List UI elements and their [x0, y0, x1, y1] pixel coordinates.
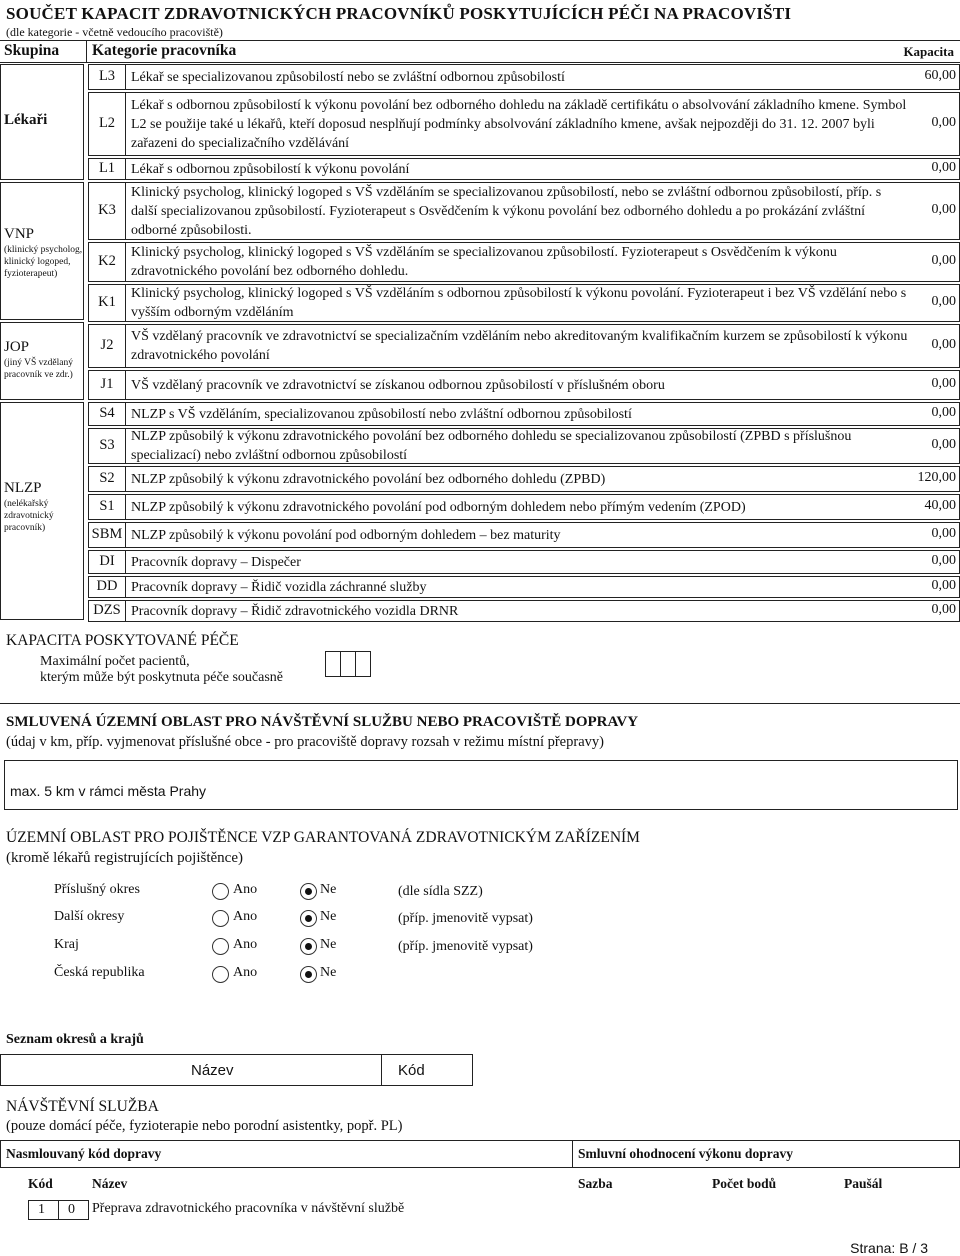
seznam-col-name: Název	[191, 1062, 234, 1079]
row-description: Lékař se specializovanou způsobilostí nebo se zvláštní odbornou způsobilostí	[131, 69, 565, 85]
row-description: Lékař s odbornou způsobilostí k výkonu povolání bez odborného dohledu na základě certifikátu o absolvování základního kmene. Symbol L2 se použije také u lékařů, kteří doposud nesplňují podmínky absolvování základního kmene, avšak nejpozději do 31. 12. 2007 byli zařazeni do specializačního vzdělávání	[131, 97, 907, 151]
radio-ano[interactable]	[212, 938, 229, 955]
row-code: J2	[100, 337, 114, 353]
row-description: NLZP způsobilý k výkonu povolání pod odborným dohledem – bez maturity	[131, 527, 561, 543]
smluvena-value-box[interactable]	[4, 760, 958, 810]
uzemni-row-label: Česká republika	[54, 965, 145, 980]
row-description: NLZP s VŠ vzděláním, specializovanou způsobilostí nebo zvláštní odbornou způsobilostí	[131, 406, 632, 422]
row-code: L1	[98, 160, 116, 176]
row-description: Pracovník dopravy – Dispečer	[131, 554, 301, 570]
radio-ne[interactable]	[300, 910, 317, 927]
navstevni-code2: 0	[68, 1202, 75, 1217]
header-top-rule	[0, 40, 960, 41]
radio-ne-label: Ne	[320, 937, 337, 952]
radio-ne[interactable]	[300, 938, 317, 955]
row-code: S1	[99, 498, 115, 514]
group-title-jop: JOP	[4, 339, 30, 355]
row-code: DD	[96, 578, 118, 594]
row-code: J1	[100, 376, 114, 392]
uzemni-row-label: Další okresy	[54, 909, 125, 924]
group-sub-jop: (jiný VŠ vzdělaný pracovník ve zdr.)	[4, 358, 73, 380]
group-sub-vnp: (klinický psycholog, klinický logoped, fyzioterapeut)	[4, 245, 83, 279]
kapacita-digit-2[interactable]	[340, 651, 356, 677]
row-description: NLZP způsobilý k výkonu zdravotnického povolání pod odborným dohledem nebo přímým vedením (ZPOD)	[131, 499, 746, 515]
column-header-group: Skupina	[4, 42, 60, 59]
radio-ne-label: Ne	[320, 882, 337, 897]
row-capacity: 0,00	[931, 253, 956, 268]
seznam-title: Seznam okresů a krajů	[6, 1032, 144, 1047]
uzemni-note: (kromě lékařů registrujících pojištěnce)	[6, 850, 243, 866]
radio-ne[interactable]	[300, 966, 317, 983]
row-code: DZS	[93, 602, 121, 618]
row-capacity: 0,00	[931, 376, 956, 391]
row-capacity: 0,00	[931, 526, 956, 541]
row-description: Pracovník dopravy – Řidič vozidla záchranné služby	[131, 579, 427, 595]
group-sub-nlzp: (nelékařský zdravotnický pracovník)	[4, 499, 54, 533]
radio-ano[interactable]	[212, 883, 229, 900]
radio-ano-label: Ano	[233, 965, 258, 980]
header-bottom-rule	[0, 62, 960, 63]
row-capacity: 0,00	[931, 578, 956, 593]
navstevni-code1: 1	[38, 1202, 45, 1217]
navstevni-note: (pouze domácí péče, fyzioterapie nebo porodní asistentky, popř. PL)	[6, 1118, 403, 1134]
uzemni-row-label: Příslušný okres	[54, 882, 140, 897]
row-code: SBM	[91, 526, 123, 542]
row-code: K2	[98, 253, 116, 269]
row-capacity: 0,00	[931, 405, 956, 420]
page-number: Strana: B / 3	[850, 1240, 928, 1256]
row-capacity: 120,00	[917, 470, 956, 485]
page-subtitle: (dle kategorie - včetně vedoucího pracoviště)	[6, 25, 223, 39]
smluvena-value: max. 5 km v rámci města Prahy	[10, 783, 207, 799]
column-header-category: Kategorie pracovníka	[92, 42, 237, 59]
row-code: L2	[98, 115, 116, 131]
kapacita-line1: Maximální počet pacientů,	[40, 654, 190, 669]
kapacita-line2: kterým může být poskytnuta péče současně	[40, 670, 283, 685]
kapacita-digit-1[interactable]	[325, 651, 341, 677]
row-code: S3	[99, 437, 115, 453]
radio-ne-label: Ne	[320, 909, 337, 924]
navstevni-th-points: Počet bodů	[712, 1176, 777, 1191]
row-code: K3	[98, 202, 116, 218]
navstevni-th-rate: Sazba	[578, 1176, 613, 1191]
navstevni-code-box2	[58, 1200, 89, 1220]
navstevni-th-lump: Paušál	[844, 1176, 883, 1191]
navstevni-th-name: Název	[92, 1176, 128, 1191]
row-description: Lékař s odbornou způsobilostí k výkonu povolání	[131, 161, 410, 177]
navstevni-th-code: Kód	[28, 1176, 53, 1191]
smluvena-note: (údaj v km, příp. vyjmenovat příslušné obce - pro pracoviště dopravy rozsah v režimu místní přepravy)	[6, 734, 604, 750]
row-capacity: 0,00	[931, 602, 956, 617]
uzemni-row-note: (příp. jmenovitě vypsat)	[398, 939, 533, 954]
radio-ano-label: Ano	[233, 882, 258, 897]
row-capacity: 0,00	[931, 160, 956, 175]
kapacita-digit-3[interactable]	[355, 651, 371, 677]
row-description: Pracovník dopravy – Řidič zdravotnického vozidla DRNR	[131, 603, 459, 619]
row-description: Klinický psycholog, klinický logoped s VŠ vzděláním se specializovanou způsobilostí. Fyzioterapeut s Osvědčením k výkonu zdravotnického povolání bez odborného dohledu.	[131, 245, 837, 279]
row-description: NLZP způsobilý k výkonu zdravotnického povolání bez odborného dohledu (ZPBD)	[131, 471, 606, 487]
row-description: NLZP způsobilý k výkonu zdravotnického povolání bez odborného dohledu se specializovanou způsobilostí (ZPBD s příslušnou specializací) nebo zvláštní odbornou způsobilostí	[131, 429, 852, 463]
row-capacity: 60,00	[924, 68, 956, 83]
row-code: K1	[98, 294, 116, 310]
group-title-lekari: Lékaři	[4, 112, 48, 128]
row-description: Klinický psycholog, klinický logoped s VŠ vzděláním se specializovanou způsobilostí, nebo se zvláštní odbornou způsobilostí, příp. s další specializovanou způsobilostí. Fyzioterapeut s Osvědčením k výkonu povolání bez odborného dohledu a po prokázání zvláštní odborné způsobilosti.	[131, 184, 882, 238]
row-capacity: 0,00	[931, 294, 956, 309]
row-capacity: 0,00	[931, 437, 956, 452]
seznam-code-box	[381, 1054, 473, 1086]
row-capacity: 0,00	[931, 202, 956, 217]
navstevni-code-box1	[28, 1200, 59, 1220]
seznam-col-code: Kód	[398, 1062, 425, 1079]
navstevni-header-divider	[572, 1140, 573, 1168]
radio-ne-label: Ne	[320, 965, 337, 980]
radio-ano[interactable]	[212, 966, 229, 983]
group-title-vnp: VNP	[4, 226, 35, 242]
row-capacity: 0,00	[931, 115, 956, 130]
row-capacity: 0,00	[931, 553, 956, 568]
row-code: S2	[99, 470, 115, 486]
uzemni-row-note: (dle sídla SZZ)	[398, 884, 483, 899]
navstevni-title: NÁVŠTĚVNÍ SLUŽBA	[6, 1098, 159, 1115]
seznam-name-box	[0, 1054, 382, 1086]
row-code: DI	[99, 553, 115, 569]
radio-ano[interactable]	[212, 910, 229, 927]
column-header-capacity: Kapacita	[903, 44, 954, 59]
group-title-nlzp: NLZP	[4, 480, 42, 496]
kapacita-title: KAPACITA POSKYTOVANÉ PÉČE	[6, 632, 239, 649]
radio-ano-label: Ano	[233, 937, 258, 952]
navstevni-col-left: Nasmlouvaný kód dopravy	[6, 1146, 162, 1161]
uzemni-title: ÚZEMNÍ OBLAST PRO POJIŠTĚNCE VZP GARANTOVANÁ ZDRAVOTNICKÝM ZAŘÍZENÍM	[6, 829, 640, 846]
row-description: VŠ vzdělaný pracovník ve zdravotnictví se získanou odbornou způsobilostí v příslušném oboru	[131, 377, 665, 393]
row-capacity: 0,00	[931, 337, 956, 352]
navstevni-col-right: Smluvní ohodnocení výkonu dopravy	[578, 1146, 793, 1161]
uzemni-row-note: (příp. jmenovitě vypsat)	[398, 911, 533, 926]
page-title: SOUČET KAPACIT ZDRAVOTNICKÝCH PRACOVNÍKŮ POSKYTUJÍCÍCH PÉČI NA PRACOVIŠTI	[6, 4, 792, 23]
row-capacity: 40,00	[924, 498, 956, 513]
header-divider	[86, 40, 87, 62]
smluvena-rule	[0, 703, 960, 704]
row-description: VŠ vzdělaný pracovník ve zdravotnictví se specializačním vzděláním nebo akreditovaným kvalifikačním kurzem se způsobilostí k výkonu zdravotnického povolání	[131, 329, 908, 363]
row-code: L3	[98, 68, 116, 84]
radio-ne[interactable]	[300, 883, 317, 900]
row-code: S4	[99, 405, 115, 421]
navstevni-row-name: Přeprava zdravotnického pracovníka v návštěvní službě	[92, 1201, 405, 1216]
radio-ano-label: Ano	[233, 909, 258, 924]
uzemni-row-label: Kraj	[54, 937, 79, 952]
smluvena-title: SMLUVENÁ ÚZEMNÍ OBLAST PRO NÁVŠTĚVNÍ SLUŽBU NEBO PRACOVIŠTĚ DOPRAVY	[6, 714, 639, 730]
row-description: Klinický psycholog, klinický logoped s VŠ vzděláním s odbornou způsobilostí k výkonu povolání. Fyzioterapeut i bez VŠ vzdělání nebo s vyšším odborným vzděláním	[131, 286, 907, 320]
